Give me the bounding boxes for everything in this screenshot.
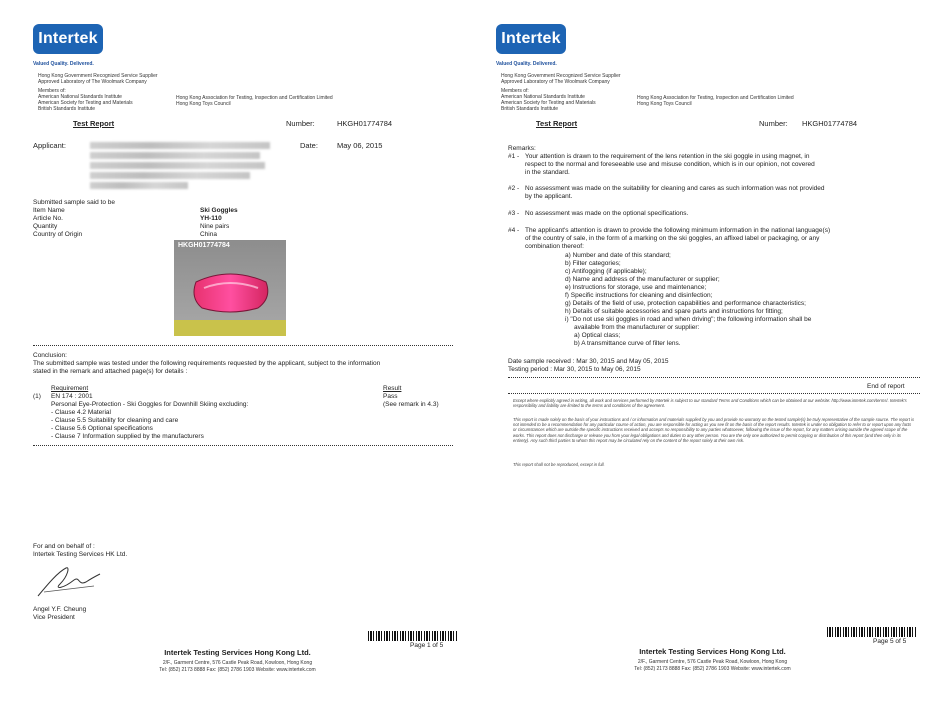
signatory-title: Vice President — [33, 614, 75, 621]
list-item: a) Number and date of this standard; — [565, 252, 671, 259]
remark-number: #4 - — [508, 227, 520, 234]
list-item: f) Specific instructions for cleaning and disinfection; — [565, 292, 713, 299]
conclusion-text-2: stated in the remark and attached page(s) for details : — [33, 368, 188, 375]
report-number: HKGH01774784 — [802, 119, 858, 128]
list-item: b) A transmittance curve of filter lens. — [565, 340, 681, 347]
photo-label: HKGH01774784 — [178, 242, 230, 249]
requirement-line: - Clause 5.6 Optional specifications — [51, 425, 153, 432]
divider — [33, 345, 453, 346]
disclaimer-reproduction: This report shall not be reproduced, except in full. — [513, 462, 605, 467]
disclaimer-body: This report is made solely on the basis of your instructions and / or information and materials supplied by you and provide no warranty on the tested sample(s) be truly representative of the sample source. The report is not intended to be a recommendation for any particular course of action, you are responsible for acting as you see fit on the basis of the report results. Intertek is under no obligation to refer to or report upon any facts or circumstances which are outside the specific instructions received and accepts no responsibility to any parties whatsoever, following the issue of the report, for any matters arising outside the agreed scope of the works. This report does not discharge or release you from your legal obligations and duties to any other person. You are the only one authorized to permit copying or distribution of this report (and then only in its entirety). Any such third parties to whom this report may be circulated rely on the content of the report solely at their own risk. — [513, 417, 915, 443]
article-label: Article No. — [33, 215, 63, 222]
number-label: Number: — [759, 119, 788, 128]
article-value: YH-110 — [200, 215, 222, 222]
list-item: available from the manufacturer or supplier: — [565, 324, 700, 331]
report-title: Test Report — [73, 119, 115, 128]
requirement-line: - Clause 5.5 Suitability for cleaning and care — [51, 417, 179, 424]
intertek-logo: Intertek — [496, 24, 566, 54]
recognition-line-1: Hong Kong Government Recognized Service Supplier — [38, 73, 158, 79]
requirement-line: Personal Eye-Protection - Ski Goggles for Downhill Skiing excluding: — [51, 401, 249, 408]
redacted-address — [90, 182, 188, 189]
remark-text: respect to the normal and foreseeable use and misuse condition, which is in our opinion, not covered — [525, 161, 815, 168]
footer-address: 2/F., Garment Centre, 576 Castle Peak Road, Kowloon, Hong Kong — [637, 659, 788, 665]
member-left-1: American National Standards Institute — [501, 94, 585, 100]
footer-company: Intertek Testing Services Hong Kong Ltd. — [164, 648, 311, 657]
footer-company: Intertek Testing Services Hong Kong Ltd. — [639, 647, 786, 656]
members-label: Members of: — [501, 88, 529, 94]
member-right-2: Hong Kong Toys Council — [637, 101, 692, 107]
sample-photo — [174, 240, 286, 336]
date-received: Date sample received : Mar 30, 2015 and May 05, 2015 — [508, 358, 669, 365]
remark-text: in the standard. — [525, 169, 570, 176]
standard: EN 174 : 2001 — [51, 393, 93, 400]
testing-period: Testing period : Mar 30, 2015 to May 06, 2015 — [508, 366, 641, 373]
remark-text: No assessment was made on the optional specifications. — [525, 210, 689, 217]
redacted-address — [90, 172, 250, 179]
tagline: Valued Quality. Delivered. — [496, 61, 557, 67]
remark-text: No assessment was made on the suitability for cleaning and cares as such information was not provided — [525, 185, 825, 192]
number-label: Number: — [286, 119, 315, 128]
intertek-logo: Intertek — [33, 24, 103, 54]
member-left-1: American National Standards Institute — [38, 94, 122, 100]
redacted-address — [90, 152, 260, 159]
list-item: i) "Do not use ski goggles in road and when driving"; the following information shall be — [565, 316, 812, 323]
divider — [508, 393, 920, 394]
disclaimer-terms: Except where explicitly agreed in writing, all work and services performed by Intertek is subject to our standard Terms and Conditions which can be obtained at our website: http://www.intertek.com/terms/. Intertek's responsibility and liability are limited to the terms and conditions of the agreement. — [513, 398, 907, 409]
redacted-address — [90, 142, 270, 149]
sample-intro: Submitted sample said to be — [33, 199, 116, 206]
origin-value: China — [200, 231, 217, 238]
applicant-label: Applicant: — [33, 141, 66, 150]
page-number: Page 5 of 5 — [873, 638, 907, 645]
requirement-line: - Clause 7 Information supplied by the manufacturers — [51, 433, 204, 440]
requirement-line: - Clause 4.2 Material — [51, 409, 111, 416]
report-date: May 06, 2015 — [337, 141, 383, 150]
page-number: Page 1 of 5 — [410, 642, 444, 649]
report-page-5 — [475, 0, 950, 701]
report-title: Test Report — [536, 119, 578, 128]
requirement-header: Requirement — [51, 385, 89, 392]
redacted-address — [90, 162, 265, 169]
item-name-value: Ski Goggles — [200, 207, 238, 214]
remark-text: combination thereof: — [525, 243, 584, 250]
origin-label: Country of Origin — [33, 231, 83, 238]
member-left-2: American Society for Testing and Materials — [38, 100, 133, 106]
member-right-1: Hong Kong Association for Testing, Inspection and Certification Limited — [176, 95, 333, 101]
divider — [508, 377, 920, 378]
member-left-3: British Standards Institute — [38, 106, 95, 112]
requirement-number: (1) — [33, 393, 41, 400]
behalf-line-1: For and on behalf of : — [33, 543, 95, 550]
conclusion-heading: Conclusion: — [33, 352, 67, 359]
list-item: h) Details of suitable accessories and spare parts and instructions for fitting; — [565, 308, 783, 315]
remark-text: by the applicant. — [525, 193, 573, 200]
list-item: a) Optical class; — [565, 332, 621, 339]
remark-text: The applicant's attention is drawn to provide the following minimum information in the national language(s) — [525, 227, 831, 234]
member-left-3: British Standards Institute — [501, 106, 558, 112]
item-name-label: Item Name — [33, 207, 65, 214]
end-of-report: End of report — [867, 383, 905, 390]
member-right-2: Hong Kong Toys Council — [176, 101, 231, 107]
member-right-1: Hong Kong Association for Testing, Inspection and Certification Limited — [637, 95, 794, 101]
list-item: e) Instructions for storage, use and maintenance; — [565, 284, 707, 291]
signature-image — [34, 562, 104, 602]
remark-number: #2 - — [508, 185, 520, 192]
recognition-line-1: Hong Kong Government Recognized Service Supplier — [501, 73, 621, 79]
divider — [33, 445, 453, 446]
goggles-image — [174, 240, 286, 336]
footer-contact: Tel: (852) 2173 8888 Fax: (852) 2786 1903 Website: www.intertek.com — [159, 667, 316, 673]
remark-number: #3 - — [508, 210, 520, 217]
result-value: Pass — [383, 393, 398, 400]
list-item: g) Details of the field of use, protection capabilities and performance characteristics; — [565, 300, 806, 307]
list-item: b) Filter categories; — [565, 260, 621, 267]
list-item: c) Antifogging (if applicable); — [565, 268, 647, 275]
remark-text: Your attention is drawn to the requirement of the lens retention in the ski goggle in using magnet, in — [525, 153, 810, 160]
footer-address: 2/F., Garment Centre, 576 Castle Peak Road, Kowloon, Hong Kong — [162, 660, 313, 666]
footer-contact: Tel: (852) 2173 8888 Fax: (852) 2786 1903 Website: www.intertek.com — [634, 666, 791, 672]
date-label: Date: — [300, 141, 318, 150]
barcode — [368, 631, 458, 641]
remark-text: of the country of sale, in the form of a marking on the ski goggles, an affixed label or packaging, or any — [525, 235, 820, 242]
remarks-heading: Remarks: — [508, 145, 536, 152]
recognition-line-2: Approved Laboratory of The Woolmark Company — [501, 79, 610, 85]
quantity-label: Quantity — [33, 223, 58, 230]
signatory-name: Angel Y.F. Cheung — [33, 606, 87, 613]
tagline: Valued Quality. Delivered. — [33, 61, 94, 67]
members-label: Members of: — [38, 88, 66, 94]
recognition-line-2: Approved Laboratory of The Woolmark Company — [38, 79, 147, 85]
result-header: Result — [383, 385, 402, 392]
member-left-2: American Society for Testing and Materials — [501, 100, 596, 106]
quantity-value: Nine pairs — [200, 223, 230, 230]
report-number: HKGH01774784 — [337, 119, 393, 128]
conclusion-text-1: The submitted sample was tested under the following requirements requested by the applicant, subject to the information — [33, 360, 381, 367]
list-item: d) Name and address of the manufacturer or supplier; — [565, 276, 720, 283]
result-note: (See remark in 4.3) — [383, 401, 439, 408]
remark-number: #1 - — [508, 153, 520, 160]
behalf-line-2: Intertek Testing Services HK Ltd. — [33, 551, 128, 558]
barcode — [827, 627, 917, 637]
